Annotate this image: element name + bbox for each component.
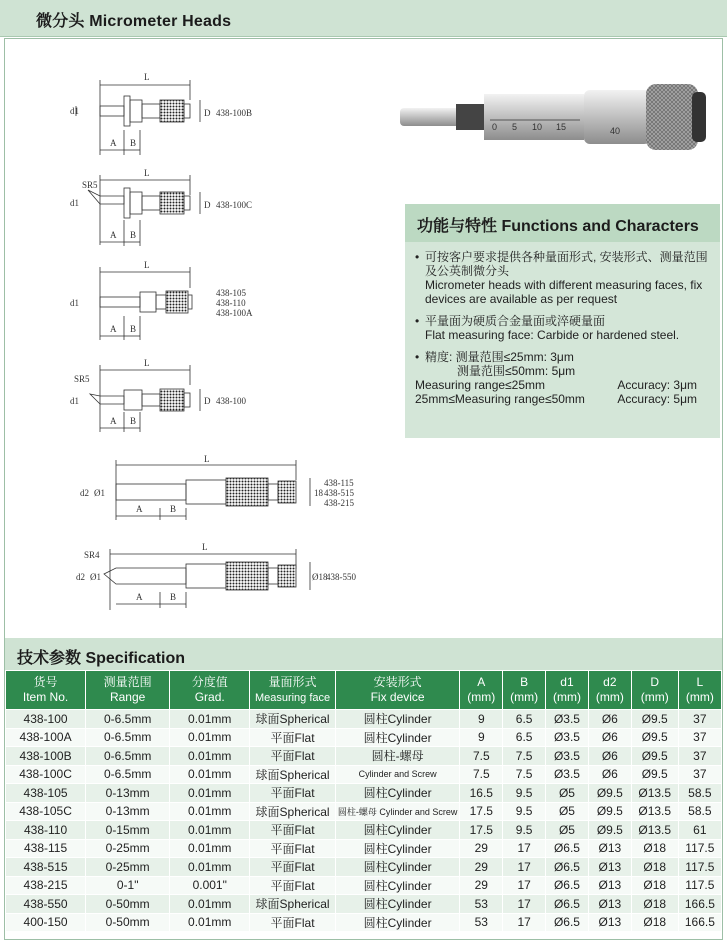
table-cell: Ø18 — [631, 876, 678, 895]
table-cell: 0-25mm — [86, 858, 170, 877]
table-cell: Ø6.5 — [546, 839, 589, 858]
drawing-438-100B — [76, 80, 200, 155]
table-cell: Ø3.5 — [546, 710, 589, 729]
col-fix-device: 安装形式 Fix device — [335, 671, 460, 710]
model-438-100C: 438-100C — [216, 200, 252, 210]
label-A: A — [110, 138, 117, 148]
label-D: D — [204, 396, 211, 406]
table-cell: 平面Flat — [250, 821, 336, 840]
table-cell: 438-105C — [6, 802, 86, 821]
header-bar — [0, 0, 727, 37]
specification-table — [5, 670, 722, 932]
table-cell: 117.5 — [678, 876, 721, 895]
table-row — [6, 765, 722, 784]
table-cell: 7.5 — [503, 765, 546, 784]
label-L: L — [144, 260, 150, 270]
label-B: B — [170, 504, 177, 514]
feature-2-en: Flat measuring face: Carbide or hardened steel. — [425, 328, 680, 342]
table-cell: Ø18 — [631, 839, 678, 858]
table-cell: 117.5 — [678, 858, 721, 877]
table-cell: 圆柱Cylinder — [335, 895, 460, 914]
features-title: 功能与特性 Functions and Characters — [417, 218, 699, 235]
table-cell: Ø18 — [631, 858, 678, 877]
page-title: 微分头 Micrometer Heads — [36, 13, 232, 30]
table-cell: 438-215 — [6, 876, 86, 895]
table-cell: 438-110 — [6, 821, 86, 840]
features-header — [405, 204, 720, 242]
table-row — [6, 858, 722, 877]
table-cell: Ø9.5 — [631, 765, 678, 784]
table-cell: 17 — [503, 895, 546, 914]
table-cell: 9 — [460, 728, 503, 747]
feature-3-en-row-1 — [415, 378, 715, 392]
label-sr5: SR5 — [74, 374, 90, 384]
table-cell: 0.01mm — [170, 784, 250, 803]
table-cell: 29 — [460, 876, 503, 895]
table-cell: 166.5 — [678, 895, 721, 914]
label-A: A — [110, 324, 117, 334]
table-cell: Ø13 — [588, 876, 631, 895]
table-cell: Ø6.5 — [546, 913, 589, 932]
table-cell: 0.001" — [170, 876, 250, 895]
table-cell: 球面Spherical — [250, 802, 336, 821]
col-d: D (mm) — [631, 671, 678, 710]
feature-3-cn-1: • 精度: 测量范围≤25mm: 3μm — [425, 350, 574, 364]
table-cell: 17.5 — [460, 802, 503, 821]
col-measuring-face: 量面形式 Measuring face — [250, 671, 336, 710]
table-cell: Ø6.5 — [546, 876, 589, 895]
table-cell: 平面Flat — [250, 747, 336, 766]
table-cell: 0.01mm — [170, 765, 250, 784]
feature-3-cn-2: 测量范围≤50mm: 5μm — [457, 364, 576, 378]
table-cell: 58.5 — [678, 802, 721, 821]
drawing-438-550 — [104, 549, 310, 610]
model-438-215: 438-215 — [324, 498, 354, 508]
table-cell: Ø6 — [588, 747, 631, 766]
table-cell: 17 — [503, 913, 546, 932]
table-cell: Ø5 — [546, 821, 589, 840]
table-cell: Ø3.5 — [546, 765, 589, 784]
table-cell: 0.01mm — [170, 747, 250, 766]
table-cell: 400-150 — [6, 913, 86, 932]
model-438-115: 438-115 — [324, 478, 354, 488]
table-cell: 圆柱Cylinder — [335, 858, 460, 877]
table-cell: Ø18 — [631, 913, 678, 932]
table-cell: 0-13mm — [86, 784, 170, 803]
feature-bullet-1 — [415, 250, 715, 306]
feature-3-en-1-left: Measuring range≤25mm — [415, 378, 545, 392]
table-cell: 438-115 — [6, 839, 86, 858]
table-cell: Ø13 — [588, 895, 631, 914]
table-cell: 0.01mm — [170, 802, 250, 821]
table-row — [6, 747, 722, 766]
label-A: A — [136, 592, 143, 602]
col-range: 测量范围 Range — [86, 671, 170, 710]
col-a: A (mm) — [460, 671, 503, 710]
table-cell: Ø13.5 — [631, 802, 678, 821]
table-cell: Ø18 — [631, 895, 678, 914]
label-A: A — [136, 504, 143, 514]
table-cell: 53 — [460, 913, 503, 932]
table-cell: 16.5 — [460, 784, 503, 803]
table-cell: 0.01mm — [170, 913, 250, 932]
feature-3-en-1-right: Accuracy: 3μm — [617, 378, 697, 392]
table-cell: 7.5 — [460, 765, 503, 784]
table-cell: 17 — [503, 839, 546, 858]
table-cell: 438-100B — [6, 747, 86, 766]
label-d2: d2 — [80, 488, 89, 498]
table-cell: Ø5 — [546, 784, 589, 803]
specification-section — [5, 638, 722, 932]
table-cell: 29 — [460, 839, 503, 858]
table-cell: 37 — [678, 765, 721, 784]
feature-bullet-2 — [415, 314, 715, 342]
thimble-40: 40 — [610, 126, 621, 136]
micrometer-head-photo — [400, 70, 710, 180]
scale-10: 10 — [532, 122, 543, 132]
table-cell: 17 — [503, 858, 546, 877]
label-B: B — [130, 416, 137, 426]
drawing-438-100C — [88, 175, 200, 246]
table-cell: 438-100A — [6, 728, 86, 747]
table-cell: Ø6.5 — [546, 858, 589, 877]
label-B: B — [170, 592, 177, 602]
features-panel — [405, 204, 720, 438]
table-cell: 6.5 — [503, 728, 546, 747]
table-cell: 圆柱Cylinder — [335, 876, 460, 895]
table-cell: 0.01mm — [170, 895, 250, 914]
table-cell: Ø13.5 — [631, 821, 678, 840]
table-cell: Ø13 — [588, 913, 631, 932]
table-cell: 圆柱Cylinder — [335, 913, 460, 932]
table-cell: 平面Flat — [250, 913, 336, 932]
label-d1: d1 — [70, 298, 79, 308]
table-cell: 球面Spherical — [250, 765, 336, 784]
table-row — [6, 895, 722, 914]
table-cell: 166.5 — [678, 913, 721, 932]
table-cell: Cylinder and Screw — [335, 765, 460, 784]
table-row — [6, 839, 722, 858]
table-cell: 圆柱-螺母 Cylinder and Screw — [335, 802, 460, 821]
drawing-438-100 — [90, 365, 200, 432]
table-cell: Ø6 — [588, 728, 631, 747]
table-cell: 0-6.5mm — [86, 710, 170, 729]
label-phi1: Ø1 — [90, 572, 101, 582]
label-d1: d1 — [70, 198, 79, 208]
table-cell: 0.01mm — [170, 710, 250, 729]
feature-2-cn: • 平量面为硬质合金量面或淬硬量面 — [425, 314, 606, 328]
label-L: L — [204, 454, 210, 464]
label-A: A — [110, 230, 117, 240]
table-row — [6, 802, 722, 821]
table-cell: Ø9.5 — [588, 802, 631, 821]
label-B: B — [130, 230, 137, 240]
technical-drawings — [40, 60, 360, 620]
table-row — [6, 913, 722, 932]
table-cell: 9.5 — [503, 784, 546, 803]
table-cell: 球面Spherical — [250, 895, 336, 914]
model-438-110: 438-110 — [216, 298, 246, 308]
table-row — [6, 784, 722, 803]
model-438-100B: 438-100B — [216, 108, 252, 118]
model-438-515: 438-515 — [324, 488, 354, 498]
label-L: L — [144, 168, 150, 178]
feature-1-cn: • 可按客户要求提供各种量面形式, 安装形式、测量范围及公英制微分头 — [425, 250, 708, 278]
table-cell: 圆柱Cylinder — [335, 710, 460, 729]
table-row — [6, 728, 722, 747]
model-438-550: 438-550 — [326, 572, 356, 582]
model-438-100: 438-100 — [216, 396, 246, 406]
label-L: L — [144, 358, 150, 368]
table-cell: Ø3.5 — [546, 728, 589, 747]
table-cell: 0-15mm — [86, 821, 170, 840]
specification-title: 技术参数 Specification — [17, 650, 186, 667]
table-cell: 438-515 — [6, 858, 86, 877]
table-cell: Ø9.5 — [631, 747, 678, 766]
table-row — [6, 876, 722, 895]
table-cell: 17.5 — [460, 821, 503, 840]
table-cell: Ø9.5 — [588, 784, 631, 803]
table-cell: 平面Flat — [250, 728, 336, 747]
drawing-438-115 — [116, 460, 310, 520]
table-cell: 117.5 — [678, 839, 721, 858]
table-row — [6, 710, 722, 729]
table-cell: Ø5 — [546, 802, 589, 821]
table-cell: 圆柱Cylinder — [335, 784, 460, 803]
table-cell: 7.5 — [503, 747, 546, 766]
table-cell: Ø3.5 — [546, 747, 589, 766]
col-d1: d1 (mm) — [546, 671, 589, 710]
table-cell: 438-100 — [6, 710, 86, 729]
label-sr5: SR5 — [82, 180, 98, 190]
label-phi1: Ø1 — [94, 488, 105, 498]
col-l: L (mm) — [678, 671, 721, 710]
col-grad: 分度值 Grad. — [170, 671, 250, 710]
specification-header — [5, 638, 722, 670]
table-cell: 圆柱Cylinder — [335, 728, 460, 747]
table-cell: 438-105 — [6, 784, 86, 803]
model-438-105: 438-105 — [216, 288, 246, 298]
table-cell: 圆柱-螺母 — [335, 747, 460, 766]
table-cell: 37 — [678, 747, 721, 766]
col-b: B (mm) — [503, 671, 546, 710]
feature-1-en: Micrometer heads with different measuring faces, fix devices are available as per request — [425, 278, 703, 306]
features-body — [415, 250, 715, 414]
table-cell: 17 — [503, 876, 546, 895]
table-cell: 0.01mm — [170, 728, 250, 747]
label-18: 18 — [314, 488, 323, 498]
table-cell: Ø9.5 — [588, 821, 631, 840]
table-cell: Ø6.5 — [546, 895, 589, 914]
table-cell: Ø13 — [588, 858, 631, 877]
label-D: D — [204, 200, 211, 210]
feature-3-en-2-right: Accuracy: 5μm — [617, 392, 697, 406]
table-cell: 平面Flat — [250, 839, 336, 858]
label-d1: d1 — [70, 106, 79, 116]
label-sr4: SR4 — [84, 550, 100, 560]
table-cell: 9 — [460, 710, 503, 729]
table-body — [6, 710, 722, 932]
label-B: B — [130, 138, 137, 148]
label-D: D — [204, 108, 211, 118]
table-cell: 0.01mm — [170, 858, 250, 877]
label-d1: d1 — [70, 396, 79, 406]
table-cell: 平面Flat — [250, 876, 336, 895]
table-cell: Ø6 — [588, 710, 631, 729]
table-cell: 37 — [678, 710, 721, 729]
table-cell: 0-50mm — [86, 895, 170, 914]
scale-0: 0 — [492, 122, 498, 132]
table-cell: 438-550 — [6, 895, 86, 914]
table-cell: 9.5 — [503, 821, 546, 840]
table-cell: 0-6.5mm — [86, 765, 170, 784]
table-cell: 0-6.5mm — [86, 747, 170, 766]
label-A: A — [110, 416, 117, 426]
table-cell: 平面Flat — [250, 784, 336, 803]
feature-bullet-3 — [415, 350, 715, 406]
table-cell: 圆柱Cylinder — [335, 821, 460, 840]
table-cell: 29 — [460, 858, 503, 877]
feature-3-en-row-2 — [415, 392, 715, 406]
scale-15: 15 — [556, 122, 567, 132]
table-cell: 0-6.5mm — [86, 728, 170, 747]
scale-5: 5 — [512, 122, 518, 132]
feature-3-en-2-left: 25mm≤Measuring range≤50mm — [415, 392, 585, 406]
col-item-no: 货号 Item No. — [6, 671, 86, 710]
table-cell: 58.5 — [678, 784, 721, 803]
label-L: L — [202, 542, 208, 552]
table-cell: 0-13mm — [86, 802, 170, 821]
table-cell: Ø13.5 — [631, 784, 678, 803]
table-cell: 0.01mm — [170, 821, 250, 840]
label-B: B — [130, 324, 137, 334]
table-cell: 9.5 — [503, 802, 546, 821]
table-cell: 0-1" — [86, 876, 170, 895]
table-cell: Ø6 — [588, 765, 631, 784]
table-cell: 0-25mm — [86, 839, 170, 858]
table-cell: 53 — [460, 895, 503, 914]
table-cell: 圆柱Cylinder — [335, 839, 460, 858]
col-d2: d2 (mm) — [588, 671, 631, 710]
table-cell: 37 — [678, 728, 721, 747]
table-cell: 61 — [678, 821, 721, 840]
table-header-row — [6, 671, 722, 710]
table-cell: 0.01mm — [170, 839, 250, 858]
table-cell: 0-50mm — [86, 913, 170, 932]
model-438-100A: 438-100A — [216, 308, 253, 318]
table-cell: 6.5 — [503, 710, 546, 729]
table-cell: Ø9.5 — [631, 728, 678, 747]
table-cell: 球面Spherical — [250, 710, 336, 729]
table-cell: Ø9.5 — [631, 710, 678, 729]
label-phi18: Ø18 — [312, 572, 328, 582]
table-cell: 438-100C — [6, 765, 86, 784]
table-cell: 7.5 — [460, 747, 503, 766]
table-cell: Ø13 — [588, 839, 631, 858]
table-cell: 平面Flat — [250, 858, 336, 877]
label-L: L — [144, 72, 150, 82]
table-row — [6, 821, 722, 840]
label-d2: d2 — [76, 572, 85, 582]
